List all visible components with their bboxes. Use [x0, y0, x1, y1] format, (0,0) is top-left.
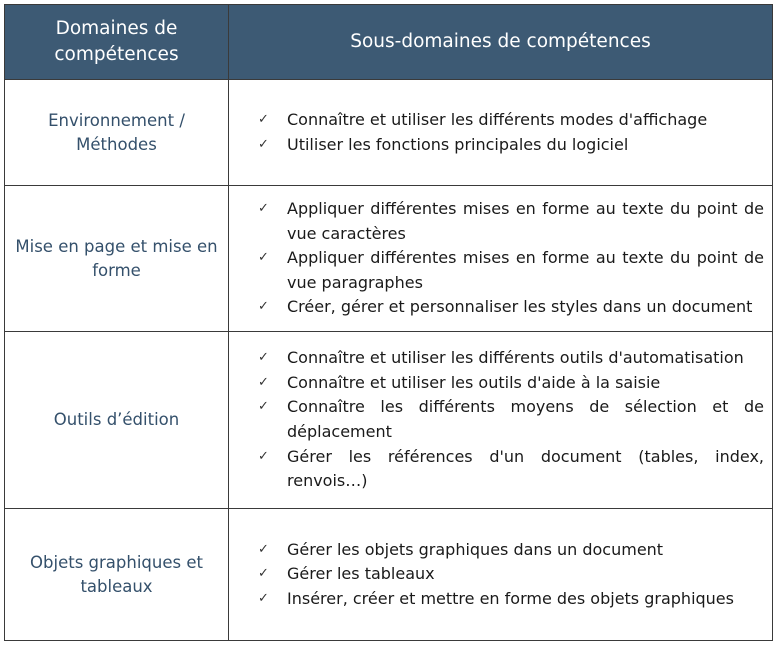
table-header-row: [5, 5, 773, 80]
checkmark-icon: ✓: [258, 136, 269, 152]
domain-cell: Mise en page et mise en forme: [5, 186, 229, 332]
subdomain-list: [251, 197, 764, 320]
item-text: Gérer les objets graphiques dans un document: [287, 539, 664, 559]
checkmark-icon: ✓: [258, 566, 269, 582]
list-item: [251, 133, 764, 158]
competences-table: [4, 4, 773, 641]
subdomain-cell: [229, 186, 773, 332]
item-text: Gérer les références d'un document (tables, index, renvois…): [287, 446, 764, 491]
list-item: [251, 587, 764, 612]
table-row: [5, 509, 773, 641]
domain-cell: Objets graphiques et tableaux: [5, 509, 229, 641]
checkmark-icon: ✓: [258, 541, 269, 557]
subdomain-cell: [229, 80, 773, 186]
list-item: [251, 538, 764, 563]
item-text: Connaître les différents moyens de sélection et de déplacement: [287, 397, 764, 441]
checkmark-icon: ✓: [258, 399, 269, 415]
item-text: Connaître et utiliser les différents modes d'affichage: [287, 109, 708, 129]
list-item: [251, 295, 764, 320]
item-text: Insérer, créer et mettre en forme des objets graphiques: [287, 588, 734, 608]
subdomain-list: [251, 108, 764, 157]
checkmark-icon: ✓: [258, 250, 269, 266]
item-text: Connaître et utiliser les différents outils d'automatisation: [287, 348, 744, 368]
list-item: [251, 562, 764, 587]
subdomain-list: [251, 346, 764, 494]
subdomain-cell: [229, 332, 773, 509]
list-item: [251, 197, 764, 246]
subdomain-cell: [229, 509, 773, 641]
checkmark-icon: ✓: [258, 448, 269, 464]
header-sous-domaines: Sous-domaines de compétences: [229, 5, 773, 80]
domain-cell: Outils d’édition: [5, 332, 229, 509]
subdomain-list: [251, 538, 764, 612]
item-text: Appliquer différentes mises en forme au texte du point de vue caractères: [287, 199, 764, 243]
list-item: [251, 346, 764, 371]
checkmark-icon: ✓: [258, 201, 269, 217]
item-text: Utiliser les fonctions principales du logiciel: [287, 134, 629, 154]
item-text: Appliquer différentes mises en forme au texte du point de vue paragraphes: [287, 248, 764, 292]
item-text: Connaître et utiliser les outils d'aide à la saisie: [287, 372, 661, 392]
item-text: Gérer les tableaux: [287, 564, 435, 584]
table-row: [5, 186, 773, 332]
list-item: [251, 445, 764, 494]
list-item: [251, 246, 764, 295]
checkmark-icon: ✓: [258, 350, 269, 366]
checkmark-icon: ✓: [258, 299, 269, 315]
item-text: Créer, gérer et personnaliser les styles dans un document: [287, 297, 753, 317]
table-row: [5, 332, 773, 509]
list-item: [251, 108, 764, 133]
table-row: [5, 80, 773, 186]
list-item: [251, 371, 764, 396]
checkmark-icon: ✓: [258, 374, 269, 390]
header-domaines: Domaines de compétences: [5, 5, 229, 80]
checkmark-icon: ✓: [258, 590, 269, 606]
domain-cell: Environnement / Méthodes: [5, 80, 229, 186]
checkmark-icon: ✓: [258, 111, 269, 127]
list-item: [251, 395, 764, 444]
